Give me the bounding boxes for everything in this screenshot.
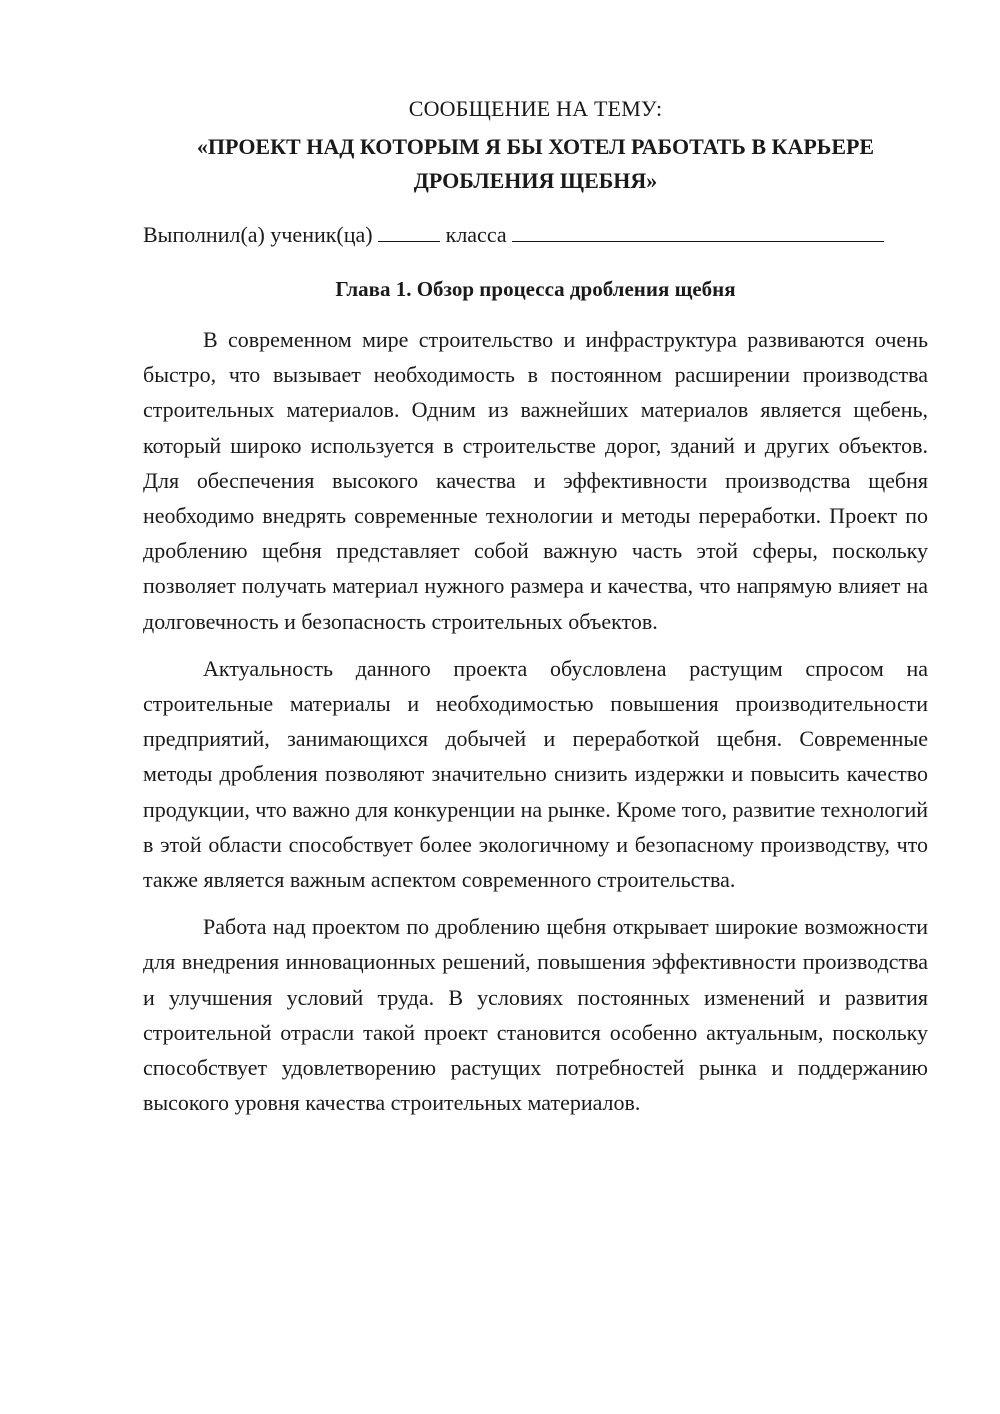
topic-line: СООБЩЕНИЕ НА ТЕМУ: — [408, 96, 663, 121]
paragraph-2: Актуальность данного проекта обусловлена растущим спросом на строительные материалы и необходимостью повышения производительности предприятий, занимающихся добычей и переработкой щебня. Современные методы дробления позволяют значительно снизить издержки и повысить качество продукции, что важно для конкуренции на рынке. Кроме того, развитие технологий в этой области способствует более экологичному и безопасному производству, что также является важным аспектом современного строительства. — [143, 655, 928, 893]
class-label: класса — [445, 222, 507, 247]
chapter-title: Глава 1. Обзор процесса дробления щебня — [335, 277, 736, 301]
student-name-blank — [512, 219, 884, 242]
paragraph-3: Работа над проектом по дроблению щебня открывает широкие возможности для внедрения инновационных решений, повышения эффективности производства и улучшения условий труда. В условиях постоянных изменений и развития строительной отрасли такой проект становится особенно актуальным, поскольку способствует удовлетворению растущих потребностей рынка и поддержанию высокого уровня качества строительных материалов. — [143, 914, 928, 1116]
paragraph-1: В современном мире строительство и инфраструктура развиваются очень быстро, что вызывает необходимость в постоянном расширении производства строительных материалов. Одним из важнейших материалов является щебень, который широко используется в строительстве дорог, зданий и других объектов. Для обеспечения высокого качества и эффективности производства щебня необходимо внедрять современные технологии и методы переработки. Проект по дроблению щебня представляет собой важную часть этой сферы, поскольку позволяет получать материал нужного размера и качества, что напрямую влияет на долговечность и безопасность строительных объектов. — [143, 327, 928, 634]
class-number-blank — [378, 219, 440, 242]
author-line — [143, 218, 928, 252]
document-title: «ПРОЕКТ НАД КОТОРЫМ Я БЫ ХОТЕЛ РАБОТАТЬ В КАРЬЕРЕ ДРОБЛЕНИЯ ЩЕБНЯ» — [196, 134, 875, 193]
document-content — [143, 92, 928, 1120]
author-label: Выполнил(а) ученик(ца) — [143, 222, 373, 247]
